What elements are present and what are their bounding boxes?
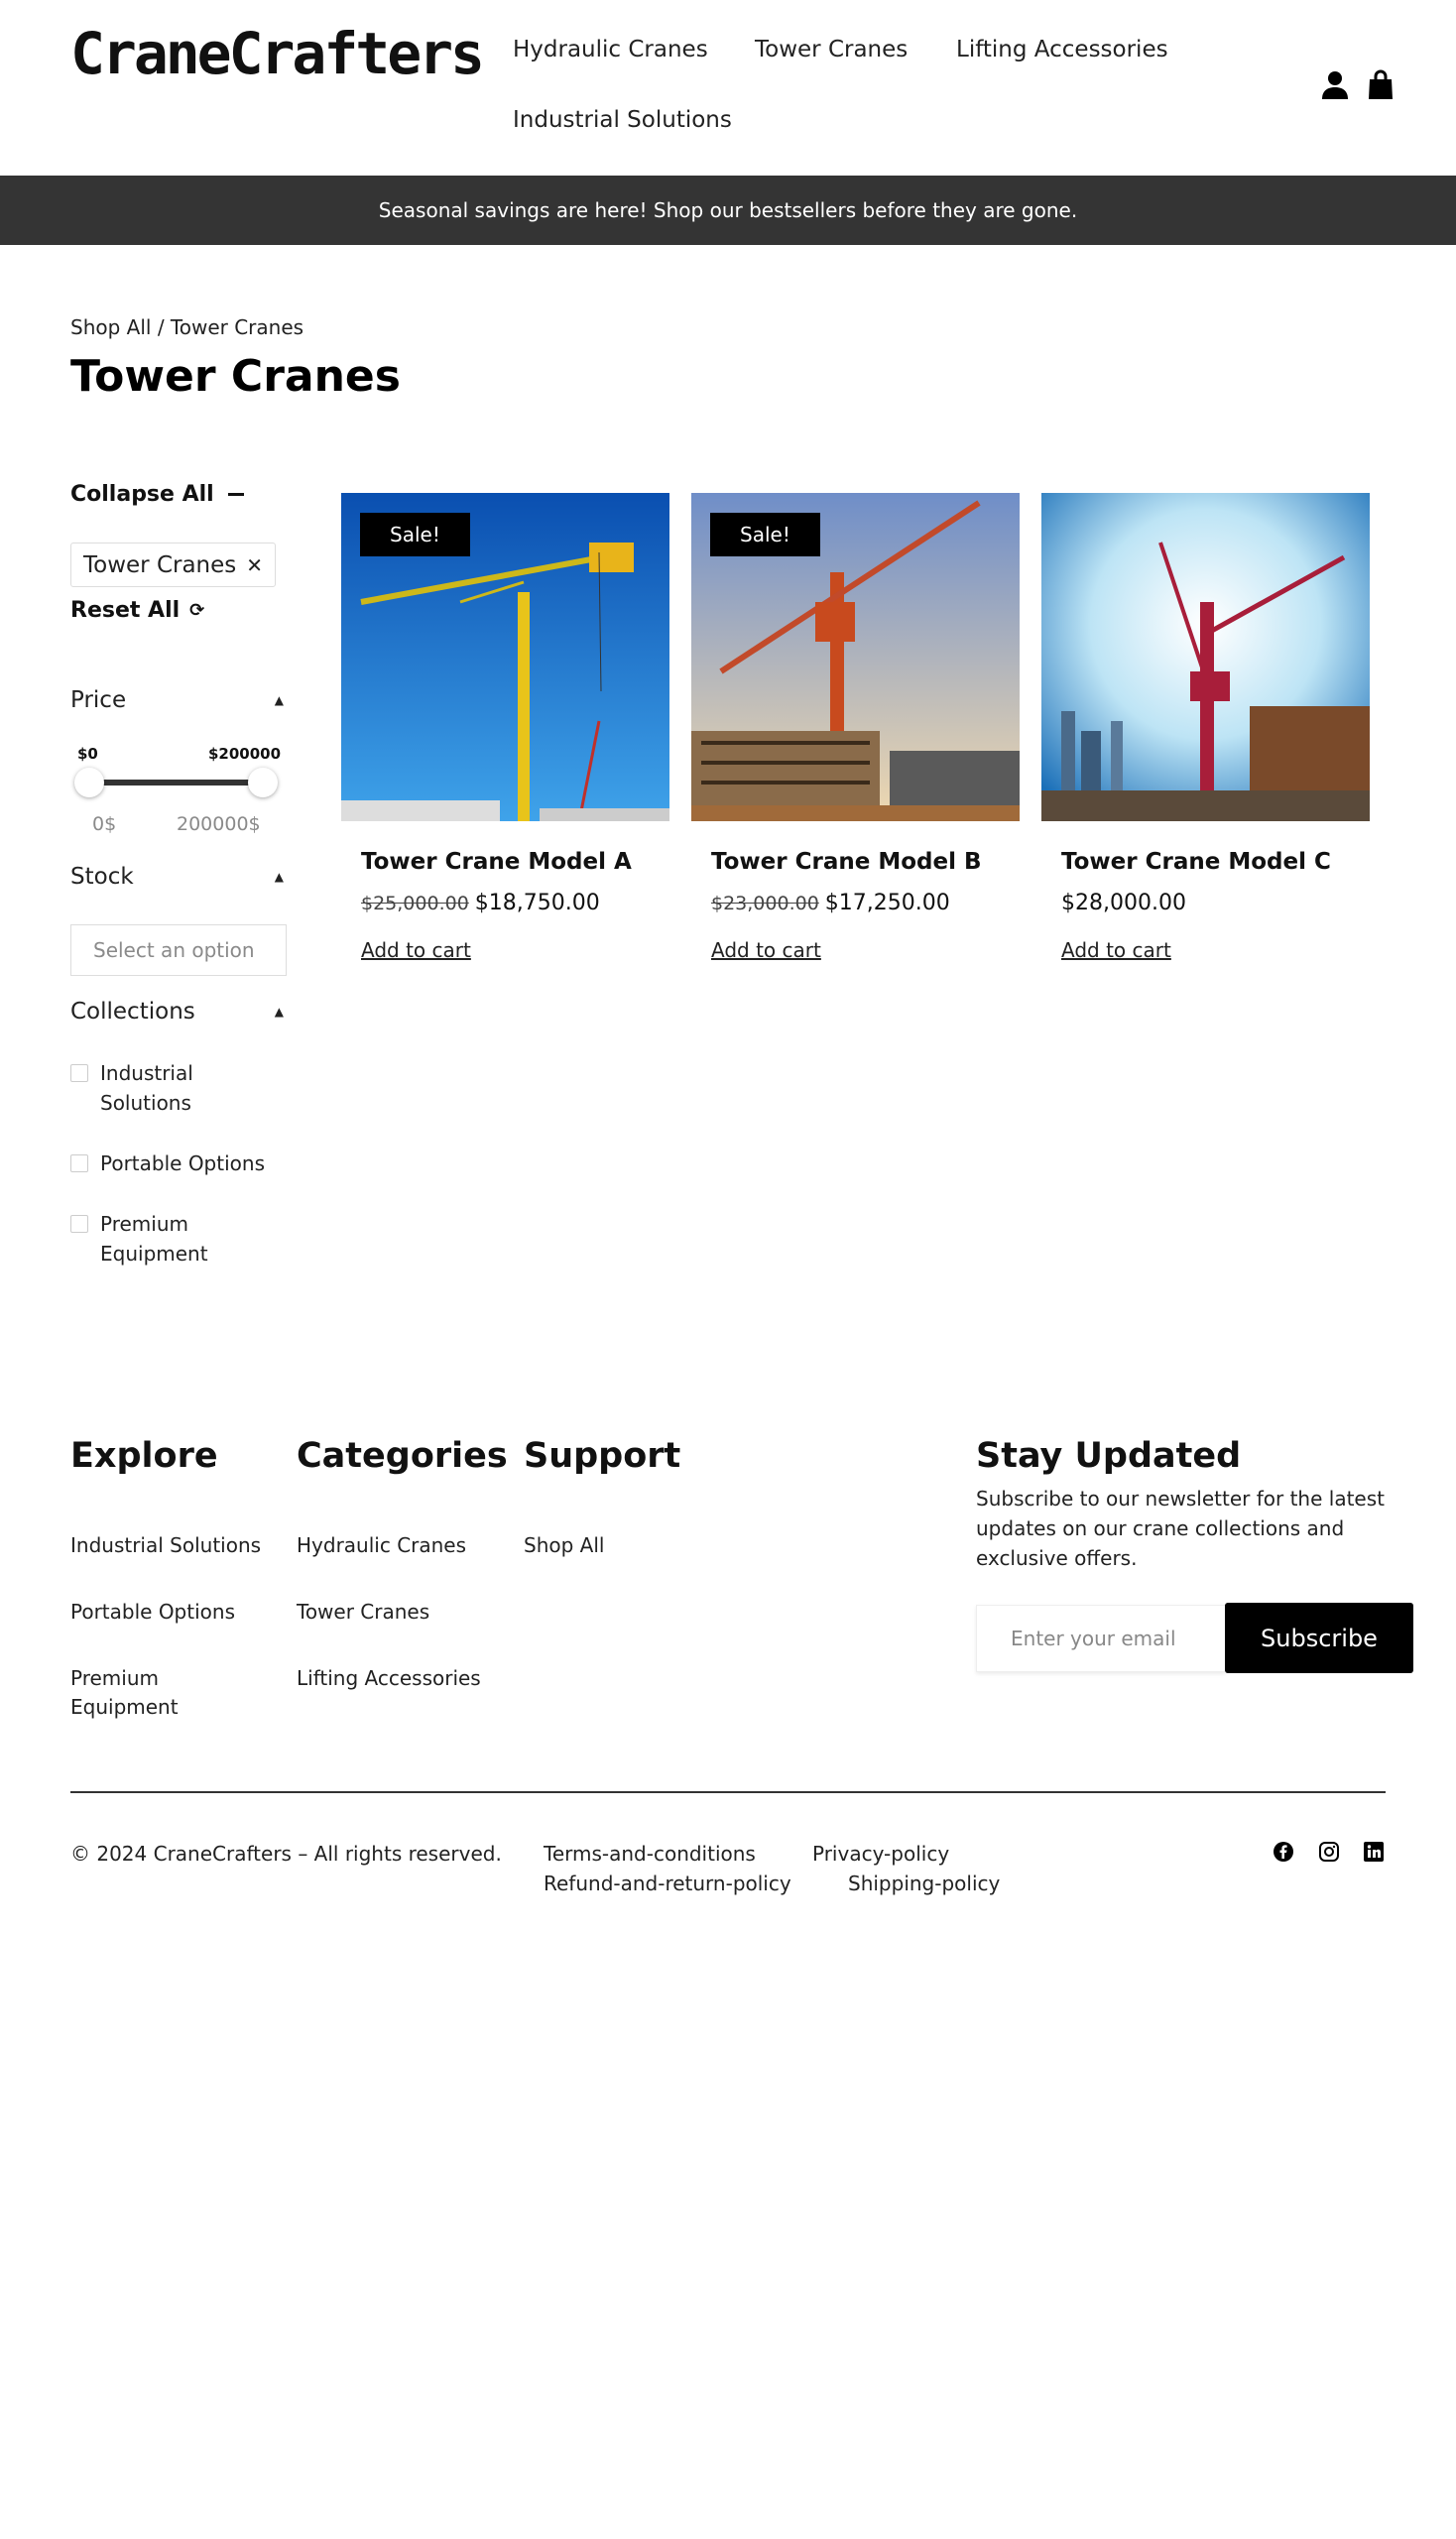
collapse-all-button[interactable] [70, 482, 244, 507]
price-filter-header[interactable] [70, 687, 284, 713]
close-icon[interactable]: ✕ [246, 552, 264, 577]
collection-option-portable-options[interactable] [70, 1149, 308, 1178]
footer-link-portable-options[interactable]: Portable Options [70, 1600, 235, 1624]
stock-filter-header[interactable] [70, 864, 284, 890]
newsletter-title: Stay Updated [976, 1436, 1242, 1476]
footer-link-industrial-solutions[interactable]: Industrial Solutions [70, 1533, 262, 1557]
refresh-icon: ⟳ [189, 600, 205, 621]
collapse-all-label: Collapse All [70, 482, 214, 507]
footer-explore-title: Explore [70, 1436, 218, 1476]
footer-link-tower-cranes[interactable]: Tower Cranes [297, 1600, 430, 1624]
legal-link-shipping[interactable]: Shipping-policy [848, 1872, 1001, 1895]
footer-categories-title: Categories [297, 1436, 508, 1476]
footer-support-title: Support [524, 1436, 681, 1476]
checkbox[interactable] [70, 1154, 88, 1172]
legal-link-refund[interactable]: Refund-and-return-policy [544, 1872, 791, 1895]
product-title[interactable]: Tower Crane Model C [1061, 849, 1331, 875]
announcement-text: Seasonal savings are here! Shop our bestsellers before they are gone. [378, 198, 1078, 222]
account-icon[interactable] [1320, 69, 1350, 101]
nav-hydraulic-cranes[interactable]: Hydraulic Cranes [513, 37, 708, 62]
nav-lifting-accessories[interactable]: Lifting Accessories [956, 37, 1168, 62]
price-min-handle[interactable] [74, 768, 104, 797]
reset-all-button[interactable] [70, 598, 204, 623]
instagram-icon[interactable] [1318, 1841, 1340, 1863]
product-card[interactable] [1041, 493, 1370, 821]
price-max-value: 200000$ [177, 813, 261, 835]
facebook-icon[interactable] [1273, 1841, 1294, 1863]
product-price [711, 891, 950, 915]
checkbox[interactable] [70, 1215, 88, 1233]
stock-select[interactable] [70, 924, 287, 976]
active-filter-chip[interactable] [70, 543, 276, 587]
product-price [1061, 891, 1186, 915]
active-filter-label: Tower Cranes [83, 551, 237, 578]
chevron-up-icon: ▲ [274, 693, 284, 707]
add-to-cart-button[interactable]: Add to cart [711, 938, 821, 962]
collection-option-premium-equipment[interactable] [70, 1209, 239, 1269]
footer-link-hydraulic-cranes[interactable]: Hydraulic Cranes [297, 1533, 467, 1557]
product-sale-price: $18,750.00 [474, 891, 600, 915]
footer-divider [70, 1791, 1386, 1793]
product-sale-price: $17,250.00 [824, 891, 950, 915]
collection-option-industrial-solutions[interactable] [70, 1058, 229, 1118]
announcement-bar [0, 176, 1456, 245]
nav-industrial-solutions[interactable]: Industrial Solutions [513, 107, 732, 133]
copyright: © 2024 CraneCrafters – All rights reserved. [70, 1842, 502, 1866]
checkbox[interactable] [70, 1064, 88, 1082]
nav-tower-cranes[interactable]: Tower Cranes [755, 37, 909, 62]
sale-badge: Sale! [710, 513, 820, 556]
product-old-price: $25,000.00 [361, 893, 469, 914]
chevron-up-icon: ▲ [274, 1005, 284, 1019]
linkedin-icon[interactable] [1363, 1841, 1385, 1863]
footer-link-lifting-accessories[interactable]: Lifting Accessories [297, 1666, 481, 1690]
price-min-value: 0$ [92, 813, 117, 835]
collection-option-label: Industrial Solutions [100, 1061, 193, 1115]
legal-link-privacy[interactable]: Privacy-policy [812, 1842, 950, 1866]
email-placeholder: Enter your email [1011, 1627, 1176, 1650]
collections-filter-header[interactable] [70, 999, 284, 1025]
breadcrumb[interactable]: Shop All / Tower Cranes [70, 315, 304, 339]
legal-link-terms[interactable]: Terms-and-conditions [544, 1842, 756, 1866]
add-to-cart-button[interactable]: Add to cart [1061, 938, 1171, 962]
collection-option-label: Premium Equipment [100, 1212, 208, 1266]
product-image[interactable] [691, 493, 1020, 821]
stock-select-placeholder: Select an option [93, 938, 255, 962]
product-card[interactable] [341, 493, 669, 821]
chevron-up-icon: ▲ [274, 870, 284, 884]
reset-all-label: Reset All [70, 598, 181, 623]
product-sale-price: $28,000.00 [1061, 891, 1186, 915]
stock-filter-label: Stock [70, 864, 134, 890]
site-header [0, 0, 1456, 176]
cart-icon[interactable] [1366, 69, 1395, 101]
sale-badge: Sale! [360, 513, 470, 556]
price-min-label: $0 [77, 745, 98, 763]
price-filter-label: Price [70, 687, 127, 713]
product-price [361, 891, 600, 915]
footer-link-premium-equipment[interactable]: Premium Equipment [70, 1666, 179, 1719]
minus-icon [228, 493, 244, 496]
product-title[interactable]: Tower Crane Model A [361, 849, 632, 875]
product-title[interactable]: Tower Crane Model B [711, 849, 982, 875]
site-logo[interactable]: CraneCrafters [70, 20, 482, 87]
product-image[interactable] [1041, 493, 1370, 821]
price-range-track[interactable] [89, 780, 264, 786]
price-max-label: $200000 [208, 745, 282, 763]
add-to-cart-button[interactable]: Add to cart [361, 938, 471, 962]
footer-link-shop-all[interactable]: Shop All [524, 1533, 605, 1557]
newsletter-description: Subscribe to our newsletter for the latest updates on our crane collections and exclusive offers. [976, 1487, 1385, 1570]
page-title: Tower Cranes [70, 351, 401, 402]
collection-option-label: Portable Options [100, 1151, 265, 1175]
product-image[interactable] [341, 493, 669, 821]
newsletter-email-input[interactable] [976, 1605, 1226, 1672]
product-card[interactable] [691, 493, 1020, 821]
subscribe-button[interactable]: Subscribe [1225, 1603, 1413, 1673]
product-old-price: $23,000.00 [711, 893, 819, 914]
price-max-handle[interactable] [248, 768, 278, 797]
collections-filter-label: Collections [70, 999, 195, 1025]
